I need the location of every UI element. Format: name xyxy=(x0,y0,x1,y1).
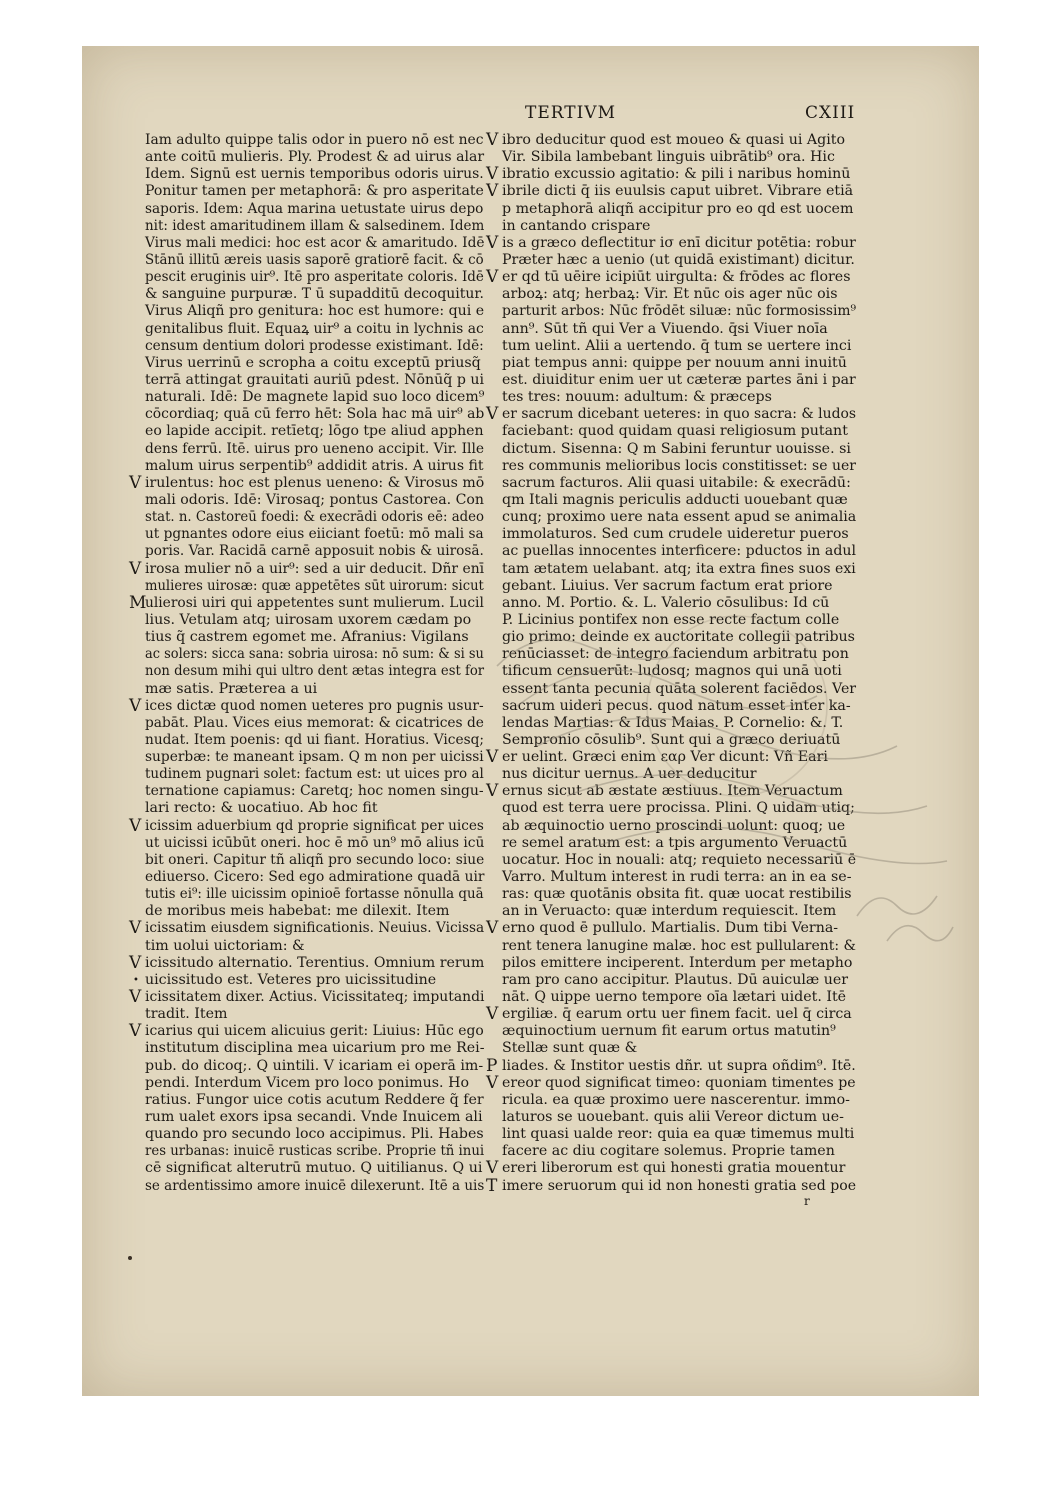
line-text: pilos emittere inciperent. Interdum per metapho xyxy=(502,954,853,971)
line-text: faciebant: quod quidam quasi religiosum putant xyxy=(502,423,848,440)
line-text: mæ satis. Præterea a ui xyxy=(145,680,318,697)
initial-letter: V xyxy=(129,952,142,973)
text-line xyxy=(486,389,856,406)
text-line xyxy=(486,1055,856,1076)
line-text: ut uicissi icūbūt oneri. hoc ē mō un⁹ mō alius icū xyxy=(145,834,485,851)
text-line xyxy=(129,1160,484,1177)
text-line xyxy=(129,695,484,716)
running-head: TERTIVM xyxy=(525,103,616,123)
line-text: anno. M. Portio. &. L. Valerio cōsulibus: Id cū xyxy=(502,594,830,611)
text-line xyxy=(486,732,856,749)
line-text: de moribus meis habebat: me dilexit. Item xyxy=(145,903,450,920)
text-line xyxy=(129,423,484,440)
line-text: ibrile dicti q̄ iis euulsis caput uibret. Vibrare etiā xyxy=(502,183,854,200)
text-line xyxy=(486,492,856,509)
initial-letter: V xyxy=(129,918,142,939)
text-line xyxy=(486,783,856,800)
initial-letter: V xyxy=(129,472,142,493)
line-text: ricula. ea quæ proximo uere nascerentur. immo- xyxy=(502,1091,850,1108)
text-line xyxy=(486,886,856,903)
line-text: cunq; proximo uere nata essent apud se animalia xyxy=(502,509,857,526)
line-text: lius. Vetulam atq; uirosam uxorem cædam po xyxy=(145,611,472,628)
line-text: malum uirus serpentib⁹ addidit atris. A uirus fit xyxy=(145,457,484,474)
line-text: ratius. Fungor uice cotis acutum Reddere q̃ fer xyxy=(145,1091,484,1108)
text-line xyxy=(129,1092,484,1109)
text-line xyxy=(129,852,484,869)
line-text: se ardentissimo amore inuicē dilexerunt. Itē a uis xyxy=(145,1177,485,1194)
line-text: Stānū illitū æreis uasis saporē gratiorē facit. & cō xyxy=(145,251,484,268)
text-line xyxy=(129,166,484,183)
text-line xyxy=(486,543,856,560)
text-line xyxy=(486,166,856,183)
line-text: æquinoctium uernum fit earum ortus matutin⁹ xyxy=(502,1023,836,1040)
line-text: ann⁹. Sūt tñ qui Ver a Viuendo. q̄si Viuer noīa xyxy=(502,320,828,337)
text-line xyxy=(486,509,856,526)
line-text: tudinem pugnari solet: factum est: ut uices pro al xyxy=(145,766,484,783)
text-line xyxy=(129,646,484,663)
line-text: dens ferrū. Itē. uirus pro ueneno accipit. Vir. Ille xyxy=(145,440,485,457)
text-line xyxy=(486,526,856,543)
line-text: pub. do dicoq;. Q uintili. V icariam ei operā im- xyxy=(145,1057,484,1074)
text-line xyxy=(486,903,856,920)
line-text: ernus sicut ab æstate æstiuus. Item Veruactum xyxy=(502,783,843,800)
line-text: Virus mali medici: hoc est acor & amaritudo. Idē xyxy=(145,234,485,251)
text-line xyxy=(486,629,856,646)
line-text: lari recto: & uocatiuo. Ab hoc fit xyxy=(145,800,378,817)
text-line xyxy=(486,869,856,886)
line-text: ut pgnantes odore eius eiiciant foetū: mō mali sa xyxy=(145,526,484,543)
initial-letter: V xyxy=(129,695,142,716)
initial-letter: V xyxy=(486,232,499,253)
text-line xyxy=(486,252,856,269)
text-line xyxy=(486,749,856,766)
text-line xyxy=(486,1072,856,1093)
line-text: ante coitū mulieris. Ply. Prodest & ad uirus alar xyxy=(145,149,485,166)
text-line xyxy=(129,578,484,595)
text-line xyxy=(129,458,484,475)
line-text: ulierosi uiri qui appetentes sunt mulierum. Lucil xyxy=(145,594,484,611)
line-text: rum ualet exors ipsa secandi. Vnde Inuicem ali xyxy=(145,1109,483,1126)
text-line xyxy=(129,286,484,303)
line-text: tes tres: nouum: adultum: & præceps xyxy=(502,389,772,406)
text-line xyxy=(129,1023,484,1040)
line-text: imere seruorum qui id non honesti gratia sed poe xyxy=(502,1177,857,1194)
text-line xyxy=(129,715,484,732)
line-text: Vir. Sibila lambebant linguis uibrātib⁹ ora. Hic xyxy=(502,149,835,166)
text-line xyxy=(129,869,484,886)
initial-letter: V xyxy=(129,1021,142,1042)
initial-letter: V xyxy=(486,130,499,150)
text-line xyxy=(129,1075,484,1092)
text-line xyxy=(486,835,856,852)
text-line xyxy=(486,612,856,629)
right-text-column xyxy=(486,132,856,1195)
text-line xyxy=(486,766,856,783)
text-line xyxy=(486,989,856,1006)
line-text: in cantando crispare xyxy=(502,217,651,234)
line-text: icissatim eiusdem significationis. Neuius. Vicissa xyxy=(145,920,485,937)
text-line xyxy=(486,561,856,578)
line-text: poris. Var. Racidā carnē apposuit nobis & uirosā. xyxy=(145,543,484,560)
line-text: eo lapide accipit. retīetq; lōgo tpe aliud apphen xyxy=(145,423,484,440)
line-text: cē significat alterutrū mutuo. Q uitilianus. Q ui xyxy=(145,1160,483,1177)
line-text: Varro. Multum interest in rudi terra: an in ea se- xyxy=(502,869,852,886)
line-text: saporis. Idem: Aqua marina uetustate uirus depo xyxy=(145,200,484,217)
text-line xyxy=(129,406,484,423)
text-line xyxy=(129,815,484,836)
text-line xyxy=(129,303,484,320)
text-line xyxy=(129,492,484,509)
incunable-leaf xyxy=(82,46,979,1396)
initial-letter: V xyxy=(486,1004,499,1025)
line-text: gio primo: deinde ex auctoritate collegii patribus xyxy=(502,629,855,646)
initial-letter: M xyxy=(129,592,147,613)
initial-letter: V xyxy=(486,267,499,288)
line-text: superbæ: te maneant ipsam. Q m non per uicissi xyxy=(145,749,484,766)
text-line xyxy=(486,132,856,149)
line-text: rent tenera lanugine malæ. hoc est pullularent: & xyxy=(502,937,857,954)
text-line xyxy=(486,1006,856,1023)
text-line xyxy=(486,423,856,440)
line-text: an in Veruacto: quæ interdum requiescit. Item xyxy=(502,903,837,920)
line-text: tius q̃ castrem egomet me. Afranius: Vigilans xyxy=(145,629,469,646)
line-text: re semel aratum est: a tpis argumento Veruactū xyxy=(502,834,848,851)
line-text: qm Itali magnis periculis adducti uouebant quæ xyxy=(502,491,848,508)
text-line xyxy=(129,201,484,218)
line-text: ab æquinoctio uerno proscindi uolunt: quoq; ue xyxy=(502,817,846,834)
line-text: p metaphorā aliqñ accipitur pro eo qd est uocem xyxy=(502,200,854,217)
line-text: tum uelint. Alii a uertendo. q̄ tum se uertere inci xyxy=(502,337,852,354)
text-line xyxy=(129,592,484,613)
text-line xyxy=(129,903,484,920)
text-line xyxy=(486,1040,856,1057)
text-line xyxy=(486,818,856,835)
initial-letter: V xyxy=(486,1072,499,1093)
line-text: terrā attingat grauitati auriū pdest. Nōnūq̃ p ui xyxy=(145,371,485,388)
text-line xyxy=(486,458,856,475)
text-line xyxy=(129,663,484,680)
text-line xyxy=(129,766,484,783)
line-text: mulieres uirosæ: quæ appetētes sūt uirorum: sicut xyxy=(145,577,484,594)
text-line xyxy=(486,681,856,698)
line-text: tificum censuerūt: ludosq; magnos qui unā uoti xyxy=(502,663,842,680)
text-line xyxy=(129,783,484,800)
line-text: icissitudo alternatio. Terentius. Omnium rerum xyxy=(145,954,485,971)
text-line xyxy=(486,646,856,663)
text-line xyxy=(486,1023,856,1040)
line-text: tam ætatem uelabant. atq; ita extra fines suos exi xyxy=(502,560,856,577)
text-line xyxy=(486,286,856,303)
initial-letter: V xyxy=(129,987,142,1008)
line-text: pabāt. Plau. Vices eius memorat: & cicatrices de xyxy=(145,714,484,731)
line-text: nāt. Q uippe uerno tempore oīa lætari uidet. Itē xyxy=(502,989,847,1006)
line-text: sacrum facturos. Alii quasi uitabile: & execrādū: xyxy=(502,474,851,491)
text-line xyxy=(486,406,856,423)
line-text: lendas Martias: & Idus Maias. P. Cornelio: &. T. xyxy=(502,714,844,731)
initial-letter: V xyxy=(486,1158,499,1179)
text-line xyxy=(129,389,484,406)
text-line xyxy=(486,1143,856,1160)
line-text: irulentus: hoc est plenus ueneno: & Virosus mō xyxy=(145,474,485,491)
folio-number: CXIII xyxy=(805,103,856,123)
line-text: ergiliæ. q̄ earum ortu uer finem facit. uel q̄ circa xyxy=(502,1006,852,1023)
text-line xyxy=(486,183,856,200)
line-text: icissitatem dixer. Actius. Vicissitateq; imputandi xyxy=(145,989,485,1006)
text-line xyxy=(129,835,484,852)
line-text: mali odoris. Idē: Virosaq; pontus Castorea. Con xyxy=(145,491,485,508)
text-line xyxy=(129,472,485,493)
text-line xyxy=(129,235,484,252)
text-line xyxy=(486,972,856,989)
text-line xyxy=(486,149,856,166)
text-line xyxy=(486,1160,856,1177)
text-line xyxy=(129,269,484,286)
line-text: pendi. Interdum Vicem pro loco ponimus. Ho xyxy=(145,1074,469,1091)
line-text: piat tempus anni: quippe per nouum anni inuitū xyxy=(502,354,847,371)
line-text: tradit. Item xyxy=(145,1006,228,1023)
line-text: censum dentium dolori prodesse existimant. Idē: xyxy=(145,337,484,354)
text-line xyxy=(486,1175,857,1196)
line-text: gebant. Liuius. Ver sacrum factum erat priore xyxy=(502,577,833,594)
text-line xyxy=(129,543,484,560)
text-line xyxy=(486,578,856,595)
text-line xyxy=(129,1040,484,1057)
text-line xyxy=(129,972,484,989)
margin-dot xyxy=(128,1256,132,1260)
line-text: ereri liberorum est qui honesti gratia mouentur xyxy=(502,1160,846,1177)
line-text: Sempronio cōsulib⁹. Sunt qui a græco deriuatū xyxy=(502,731,841,748)
line-text: ternatione capiamus: Caretq; hoc nomen singu- xyxy=(145,783,484,800)
text-line xyxy=(129,441,484,458)
line-text: stat. n. Castoreū foedi: & execrādi odoris eē: adeo xyxy=(145,509,484,526)
line-text: is a græco deflectitur iσ enī dicitur potētia: robur xyxy=(502,234,856,251)
line-text: dictum. Sisenna: Q m Sabini feruntur uouisse. si xyxy=(502,440,851,457)
line-text: nit: idest amaritudinem illam & salsedinem. Idem xyxy=(145,217,485,234)
initial-letter: V xyxy=(486,781,499,802)
text-line xyxy=(129,1109,484,1126)
line-text: ereor quod significat timeo: quoniam timentes pe xyxy=(502,1074,856,1091)
text-line xyxy=(129,526,484,543)
line-text: ibro deducitur quod est moueo & quasi ui Agito xyxy=(502,132,846,148)
text-line xyxy=(486,338,856,355)
initial-letter: V xyxy=(486,164,499,185)
line-text: icissim aduerbium qd proprie significat per uices xyxy=(145,817,484,834)
line-text: ices dictæ quod nomen ueteres pro pugnis usur- xyxy=(145,697,484,714)
text-line xyxy=(486,938,856,955)
line-text: liades. & Institor uestis dñr. ut supra oñdim⁹. Itē. xyxy=(502,1057,856,1074)
initial-letter: T xyxy=(486,1175,498,1196)
text-line xyxy=(129,800,484,817)
text-line xyxy=(129,952,485,973)
line-text: erno quod ē pullulo. Martialis. Dum tibi Verna- xyxy=(502,920,839,937)
text-line xyxy=(486,595,856,612)
line-text: Virus Aliqñ pro genitura: hoc est humore: qui e xyxy=(145,303,485,320)
line-text: Præter hæc a uenio (ut quidā existimant) dicitur. xyxy=(502,251,855,268)
text-line xyxy=(486,715,856,732)
text-line xyxy=(129,558,485,579)
line-text: Stellæ sunt quæ & xyxy=(502,1040,638,1057)
line-text: ibratio excussio agitatio: & pili i naribus hominū xyxy=(502,166,851,183)
text-line xyxy=(486,218,856,235)
initial-letter: V xyxy=(486,181,499,202)
line-text: lint quasi ualde reor: quia ea quæ timemus multi xyxy=(502,1126,855,1143)
line-text: Idem. Signū est uernis temporibus odoris uirus. xyxy=(145,166,484,183)
scanned-page xyxy=(82,46,979,1396)
line-text: Ponitur tamen per metaphorā: & pro asperitate xyxy=(145,183,484,200)
line-text: non desum mihi qui ultro dent ætas integra est for xyxy=(145,663,485,680)
line-text: est. diuiditur enim uer ut cæteræ partes āni i par xyxy=(502,371,856,388)
text-line xyxy=(486,1109,856,1126)
text-line xyxy=(486,800,856,817)
text-line xyxy=(129,218,484,235)
text-line xyxy=(129,749,484,766)
line-text: facere ac diu cogitare solemus. Proprie tamen xyxy=(502,1143,835,1160)
line-text: genitalibus fluit. Equaꝝ uir⁹ a coitu in lychnis ac xyxy=(145,320,484,337)
text-line xyxy=(129,886,484,903)
text-line xyxy=(486,475,856,492)
line-text: ac solers: sicca sana: sobria uirosa: nō sum: & si su xyxy=(145,646,484,663)
line-text: arboꝝ: atq; herbaꝝ: Vir. Et nūc ois ager nūc ois xyxy=(502,286,838,303)
line-text: uicissitudo est. Veteres pro uicissitudine xyxy=(145,971,437,988)
initial-letter: V xyxy=(129,558,142,579)
text-line xyxy=(486,698,856,715)
initial-letter: P xyxy=(486,1055,498,1076)
text-line xyxy=(129,132,484,149)
line-text: quando pro secundo loco accipimus. Pli. Habes xyxy=(145,1126,484,1143)
line-text: icarius qui uicem alicuius gerit: Liuius: Hūc ego xyxy=(145,1023,484,1040)
left-text-column xyxy=(129,132,484,1195)
line-text: bit oneri. Capitur tñ aliqñ pro secundo loco: siue xyxy=(145,851,485,868)
text-line xyxy=(486,201,856,218)
text-line xyxy=(486,955,856,972)
line-text: pescit eruginis uir⁹. Itē pro asperitate coloris. Idē xyxy=(145,269,484,286)
line-text: cōcordiaq; quā cū ferro hēt: Sola hac mā uir⁹ ab xyxy=(145,406,485,423)
text-line xyxy=(129,1178,484,1195)
text-line xyxy=(129,612,484,629)
text-line xyxy=(129,938,484,955)
text-line xyxy=(129,732,484,749)
line-text: uocatur. Hoc in nouali: atq; requieto necessariū ē xyxy=(502,851,857,868)
line-text: er uelint. Græci enim εαρ Ver dicunt: Vñ Eari xyxy=(502,749,828,766)
line-text: naturali. Idē: De magnete lapid suo loco dicem⁹ xyxy=(145,389,485,406)
line-text: renūciasset: de integro faciendum arbitratu pon xyxy=(502,646,849,663)
paragraph-mark: • xyxy=(133,974,139,986)
text-line xyxy=(486,372,856,389)
text-line xyxy=(129,629,484,646)
text-line xyxy=(129,372,484,389)
line-text: nudat. Item poenis: qd ui fiant. Horatius. Vicesq; xyxy=(145,731,485,748)
catchword: r xyxy=(804,1194,810,1208)
line-text: Virus uerrinū e scropha a coitu exceptū priusq̃ xyxy=(145,354,481,371)
text-line xyxy=(129,338,484,355)
line-text: ras: quæ quotānis obsita fit. quæ uocat restibilis xyxy=(502,886,852,903)
line-text: er qd tū uēire icipiūt uirgulta: & frōdes ac flores xyxy=(502,269,851,286)
text-line xyxy=(129,149,484,166)
text-line xyxy=(129,1126,484,1143)
line-text: P. Licinius pontifex non esse recte factum colle xyxy=(502,611,840,628)
line-text: institutum disciplina mea uicarium pro me Rei- xyxy=(145,1040,485,1057)
line-text: laturos se uouebant. quis alii Vereor dictum ue- xyxy=(502,1109,844,1126)
line-text: essent tanta pecunia quāta solerent faciēdos. Ver xyxy=(502,680,857,697)
line-text: ram pro cano accipitur. Plautus. Dū auiculæ uer xyxy=(502,971,849,988)
text-line xyxy=(129,681,484,698)
text-line xyxy=(129,321,484,338)
text-line xyxy=(129,509,484,526)
initial-letter: V xyxy=(486,404,499,425)
line-text: sacrum uideri pecus. quod natum esset inter ka- xyxy=(502,697,851,714)
text-line xyxy=(486,1126,856,1143)
text-line xyxy=(486,355,856,372)
line-text: nus dicitur uernus. A uer deducitur xyxy=(502,766,757,783)
text-line xyxy=(486,920,856,937)
line-text: irosa mulier nō a uir⁹: sed a uir deducit. Dñr enī xyxy=(145,560,485,577)
text-line xyxy=(129,1006,484,1023)
line-text: tim uolui uictoriam: & xyxy=(145,937,305,954)
line-text: immolaturos. Sed cum crudele uideretur pueros xyxy=(502,526,849,543)
text-line xyxy=(129,1143,484,1160)
initial-letter: V xyxy=(486,918,499,939)
text-line xyxy=(129,355,484,372)
text-line xyxy=(129,920,484,937)
text-line xyxy=(486,321,856,338)
text-line xyxy=(486,663,856,680)
text-line xyxy=(129,183,484,200)
line-text: & sanguine purpuræ. T ū supadditū decoquitur. xyxy=(145,286,484,303)
line-text: Iam adulto quippe talis odor in puero nō est nec xyxy=(145,132,484,148)
line-text: er sacrum dicebant ueteres: in quo sacra: & ludos xyxy=(502,406,857,423)
line-text: ac puellas innocentes interficere: pductos in adul xyxy=(502,543,857,560)
line-text: res communis melioribus locis constitisset: se uer xyxy=(502,457,856,474)
initial-letter: V xyxy=(486,747,499,768)
initial-letter: V xyxy=(129,815,142,836)
line-text: parturit arbos: Nūc frōdēt siluæ: nūc formosissim⁹ xyxy=(502,303,857,320)
text-line xyxy=(486,303,856,320)
text-line xyxy=(129,252,484,269)
text-line xyxy=(486,852,856,869)
line-text: ediuerso. Cicero: Sed ego admiratione quadā uir xyxy=(145,869,485,886)
line-text: quod est terra uere procissa. Plini. Q uidam utiq; xyxy=(502,800,855,817)
line-text: tutis ei⁹: ille uicissim opinioē fortasse nōnulla quā xyxy=(145,886,484,903)
text-line xyxy=(486,232,856,253)
text-line xyxy=(486,269,856,286)
text-line xyxy=(486,1092,856,1109)
line-text: res urbanas: inuicē rusticas scribe. Proprie tñ inui xyxy=(145,1143,485,1160)
text-line xyxy=(129,989,484,1006)
text-line xyxy=(486,441,856,458)
text-line xyxy=(129,1058,484,1075)
